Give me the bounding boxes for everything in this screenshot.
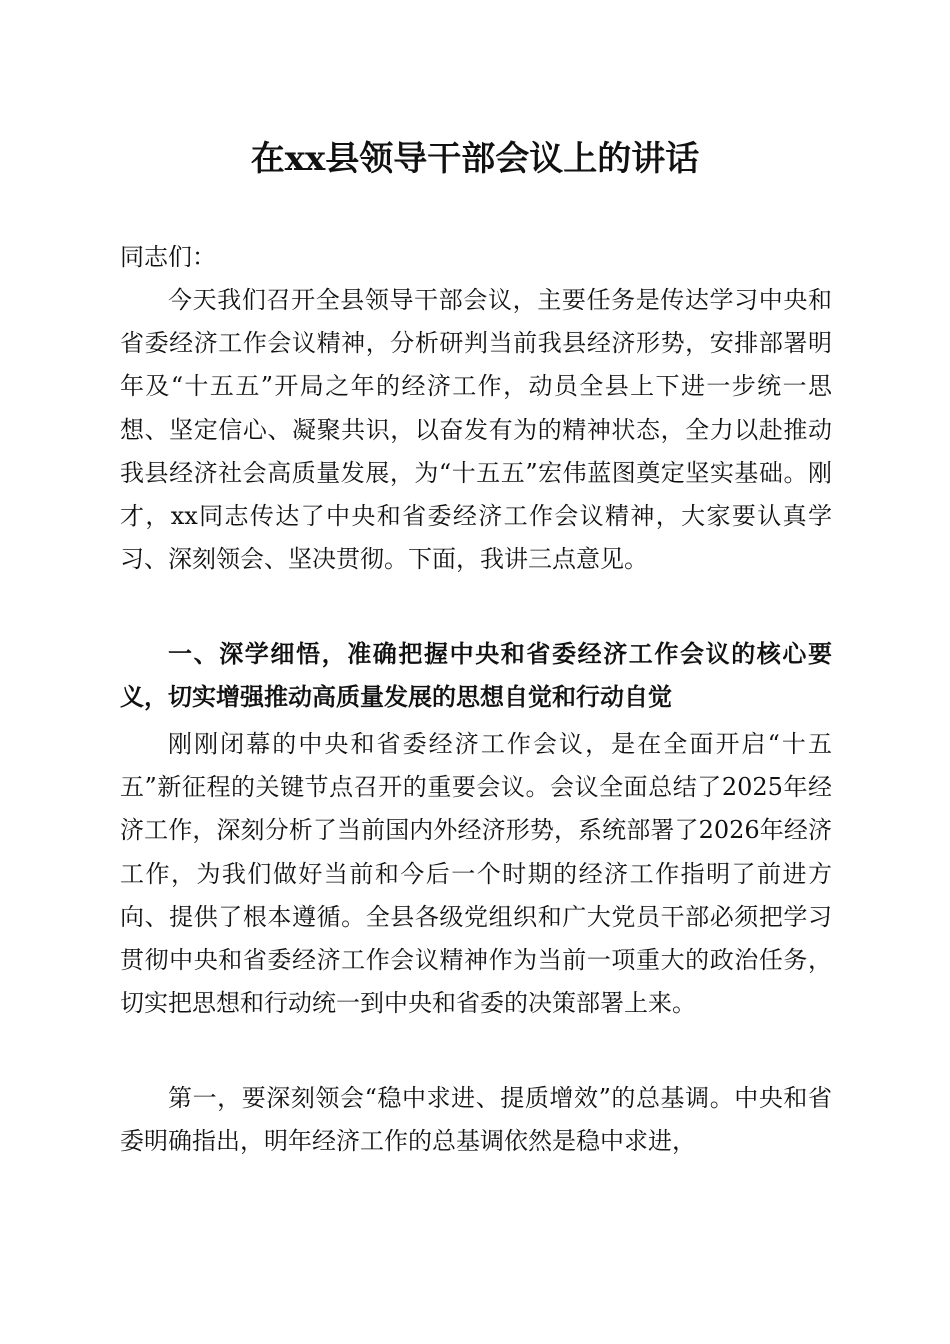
section-1-paragraph: 刚刚闭幕的中央和省委经济工作会议，是在全面开启“十五五”新征程的关键节点召开的重要会议。会议全面总结了2025年经济工作，深刻分析了当前国内外经济形势，系统部署了2026年经济工作，为我们做好当前和今后一个时期的经济工作指明了前进方向、提供了根本遵循。全县各级党组织和广大党员干部必须把学习贯彻中央和省委经济工作会议精神作为当前一项重大的政治任务，切实把思想和行动统一到中央和省委的决策部署上来。	[120, 730, 832, 1018]
section-heading-1: 一、深学细悟，准确把握中央和省委经济工作会议的核心要义，切实增强推动高质量发展的思想自觉和行动自觉	[120, 640, 832, 712]
salutation: 同志们：	[120, 243, 216, 271]
document-title: 在xx县领导干部会议上的讲话	[250, 139, 700, 179]
point-1-paragraph: 第一，要深刻领会“稳中求进、提质增效”的总基调。中央和省委明确指出，明年经济工作的总基调依然是稳中求进，	[120, 1084, 832, 1156]
intro-paragraph: 今天我们召开全县领导干部会议，主要任务是传达学习中央和省委经济工作会议精神，分析研判当前我县经济形势，安排部署明年及“十五五”开局之年的经济工作，动员全县上下进一步统一思想、坚定信心、凝聚共识，以奋发有为的精神状态，全力以赴推动我县经济社会高质量发展，为“十五五”宏伟蓝图奠定坚实基础。刚才，xx同志传达了中央和省委经济工作会议精神，大家要认真学习、深刻领会、坚决贯彻。下面，我讲三点意见。	[120, 286, 832, 574]
